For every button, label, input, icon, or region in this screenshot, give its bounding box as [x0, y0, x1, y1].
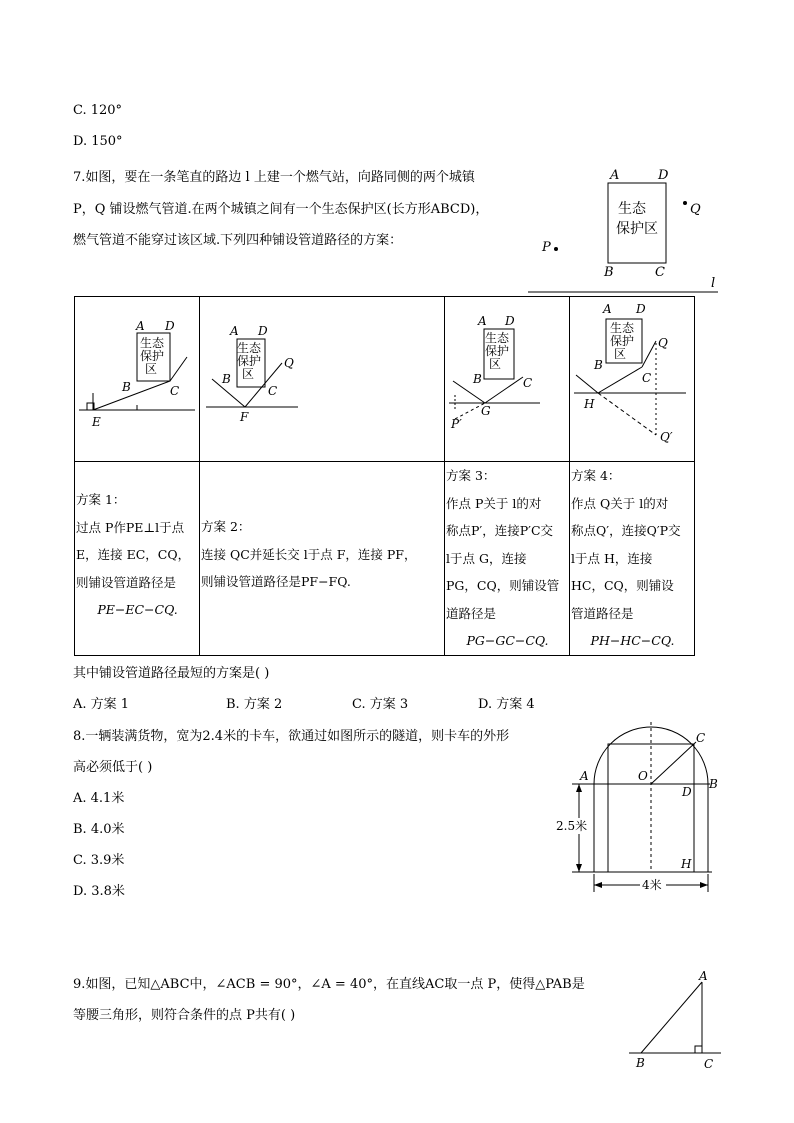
q7-line-2: P，Q 铺设燃气管道.在两个城镇之间有一个生态保护区(长方形ABCD)，	[73, 202, 489, 217]
q9-line-1: 9.如图，已知△ABC中，∠ACB = 90°，∠A = 40°，在直线AC取一点 P，使得△PAB是	[73, 977, 585, 992]
p3-zone-2: 保护	[485, 344, 510, 358]
tunnel-height-label: 2.5米	[556, 819, 588, 833]
tunnel-label-c: C	[696, 731, 706, 745]
tri-label-c: C	[704, 1057, 714, 1071]
p2-zone-3: 区	[242, 367, 255, 381]
p4-a: A	[603, 302, 612, 316]
p1-zone-1: 生态	[140, 336, 165, 350]
p3-b: B	[473, 372, 482, 386]
plan4-line: 管道路径是	[571, 605, 634, 621]
p1-zone-2: 保护	[140, 349, 165, 363]
plan3-figure	[445, 297, 568, 457]
q7-line-3: 燃气管道不能穿过该区域.下列四种铺设管道路径的方案：	[73, 233, 403, 248]
zone-label-2: 保护区	[616, 221, 658, 237]
p1-e: E	[92, 415, 101, 429]
plan1-text-cell	[75, 462, 200, 656]
tunnel-label-d: D	[682, 785, 692, 799]
plan3-line: l于点 G，连接	[446, 550, 527, 566]
point-q	[683, 201, 687, 205]
plan2-title: 方案 2：	[201, 519, 251, 534]
tunnel-width-label: 4米	[642, 878, 662, 892]
q7-line-1: 7.如图，要在一条笔直的路边 l 上建一个燃气站，向路同侧的两个城镇	[73, 170, 475, 185]
plan3-figure-cell	[445, 297, 570, 462]
q8-line-1: 8.一辆装满货物，宽为2.4米的卡车，欲通过如图所示的隧道，则卡车的外形	[73, 729, 510, 744]
p2-zone-1: 生态	[237, 341, 262, 355]
q9-line-2: 等腰三角形，则符合条件的点 P共有( )	[73, 1008, 296, 1023]
plan2-line: 则铺设管道路径是PF−FQ.	[201, 574, 351, 589]
plan2-figure-cell	[200, 297, 445, 462]
tunnel-figure	[550, 722, 730, 897]
q7-question: 其中铺设管道路径最短的方案是( )	[73, 666, 270, 681]
tunnel-label-b: B	[709, 777, 718, 791]
plans-table	[74, 296, 695, 656]
label-b: B	[604, 265, 614, 280]
option-c: C. 120°	[73, 103, 123, 118]
plan1-line: 则铺设管道路径是	[76, 574, 177, 590]
p3-g: G	[481, 404, 491, 418]
p4-zone-3: 区	[614, 347, 627, 361]
plan3-line: 作点 P关于 l的对	[446, 495, 542, 511]
p3-zone-1: 生态	[485, 331, 510, 345]
p3-p-prime: P′	[451, 417, 462, 431]
p4-q-prime: Q′	[660, 430, 673, 444]
q8-option-c: C. 3.9米	[73, 853, 125, 868]
p2-d: D	[258, 324, 268, 338]
triangle-figure	[625, 968, 725, 1078]
plan1-path: PE−EC−CQ.	[97, 602, 178, 617]
q7-option-d: D. 方案 4	[478, 697, 535, 712]
plan4-figure-cell	[570, 297, 695, 462]
plan1-figure-cell	[75, 297, 200, 462]
plan3-line: 称点P′，连接P′C交	[446, 523, 554, 538]
plan1-line: E，连接 EC，CQ，	[76, 547, 191, 562]
q8-option-b: B. 4.0米	[73, 822, 125, 837]
p4-d: D	[636, 302, 646, 316]
p2-a: A	[230, 324, 239, 338]
plan3-path: PG−GC−CQ.	[466, 633, 549, 648]
plan3-title: 方案 3：	[446, 468, 496, 483]
plan2-line: 连接 QC并延长交 l于点 F，连接 PF，	[201, 546, 417, 562]
plan4-figure	[570, 297, 693, 457]
p3-c: C	[523, 376, 533, 390]
label-l: l	[711, 276, 716, 291]
p4-q: Q	[658, 336, 668, 350]
p1-a: A	[136, 319, 145, 333]
plan4-line: 作点 Q关于 l的对	[571, 495, 669, 511]
plan3-line: 道路径是	[446, 605, 497, 621]
tunnel-label-h: H	[681, 857, 692, 871]
q7-main-figure	[528, 165, 728, 295]
option-d: D. 150°	[73, 134, 123, 149]
label-a: A	[610, 168, 620, 183]
label-p: P	[542, 240, 551, 255]
p1-c: C	[170, 384, 180, 398]
plan4-path: PH−HC−CQ.	[590, 633, 675, 648]
plan4-line: l于点 H，连接	[571, 550, 653, 566]
plan3-line: PG，CQ，则铺设管	[446, 578, 560, 593]
plan4-text-cell	[570, 462, 695, 656]
p3-d: D	[505, 314, 515, 328]
p2-q: Q	[284, 356, 294, 370]
label-q: Q	[690, 202, 701, 217]
zone-label-1: 生态	[618, 201, 646, 217]
p3-zone-3: 区	[489, 357, 502, 371]
q8-option-d: D. 3.8米	[73, 884, 125, 899]
tunnel-label-a: A	[580, 769, 589, 783]
p4-c: C	[642, 371, 652, 385]
label-c: C	[655, 265, 665, 280]
plan4-line: 称点Q′，连接Q′P交	[571, 523, 681, 538]
p4-b: B	[594, 358, 603, 372]
plan1-figure	[75, 297, 198, 457]
plan2-figure	[200, 297, 443, 457]
q7-option-c: C. 方案 3	[352, 697, 409, 712]
p4-zone-2: 保护	[610, 334, 635, 348]
p2-b: B	[222, 372, 231, 386]
q7-option-a: A. 方案 1	[73, 697, 130, 712]
tunnel-label-o: O	[638, 769, 648, 783]
p1-zone-3: 区	[145, 362, 158, 376]
plan2-text-cell	[200, 462, 445, 656]
q8-line-2: 高必须低于( )	[73, 760, 153, 775]
tri-label-a: A	[699, 969, 708, 983]
q8-option-a: A. 4.1米	[73, 791, 125, 806]
plan1-line: 过点 P作PE⊥l于点	[76, 519, 185, 535]
p4-zone-1: 生态	[610, 321, 635, 335]
point-p	[554, 247, 558, 251]
q7-option-b: B. 方案 2	[226, 697, 283, 712]
p2-c: C	[268, 384, 278, 398]
plan4-title: 方案 4：	[571, 468, 621, 483]
p4-h: H	[584, 397, 595, 411]
plan1-title: 方案 1：	[76, 492, 126, 507]
p2-zone-2: 保护	[237, 354, 262, 368]
label-d: D	[658, 168, 669, 183]
plan4-line: HC，CQ，则铺设	[571, 578, 674, 593]
tri-label-b: B	[636, 1056, 645, 1070]
p1-d: D	[165, 319, 175, 333]
p3-a: A	[478, 314, 487, 328]
p2-f: F	[240, 410, 249, 424]
plan3-text-cell	[445, 462, 570, 656]
p1-b: B	[122, 380, 131, 394]
